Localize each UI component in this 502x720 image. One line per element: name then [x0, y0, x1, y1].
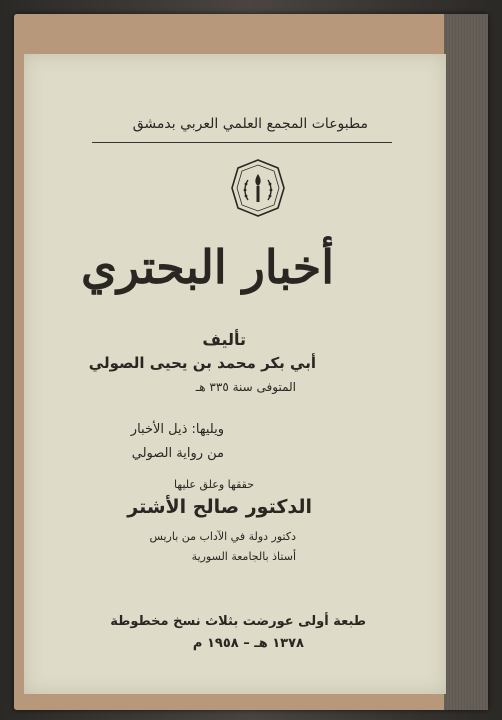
author-death-date: المتوفى سنة ٣٣٥ هـ [195, 380, 296, 394]
authorship-label: تأليف [202, 330, 246, 349]
front-cover [14, 14, 444, 710]
edited-by-label: حققها وعلق عليها [174, 478, 254, 491]
author-name: أبي بكر محمد بن يحيى الصولي [88, 354, 316, 372]
torch-wreath-emblem-icon [230, 158, 286, 218]
publication-year: ١٣٧٨ هـ – ١٩٥٨ م [192, 636, 304, 651]
title-label [24, 54, 446, 694]
appendix-line-1: ويليها: ذيل الأخبار [130, 422, 224, 437]
book-spine [443, 14, 488, 710]
divider-rule [92, 142, 392, 143]
edition-note: طبعة أولى عورضت بثلاث نسخ مخطوطة [110, 614, 366, 629]
editor-name: الدكتور صالح الأشتر [127, 496, 312, 518]
series-title: مطبوعات المجمع العلمي العربي بدمشق [132, 116, 368, 132]
editor-degree: دكتور دولة في الآداب من باريس [149, 530, 296, 543]
book [14, 14, 488, 710]
editor-position: أستاذ بالجامعة السورية [191, 550, 296, 563]
book-title: أخبار البحتري [81, 240, 334, 294]
appendix-line-2: من رواية الصولي [131, 446, 224, 461]
